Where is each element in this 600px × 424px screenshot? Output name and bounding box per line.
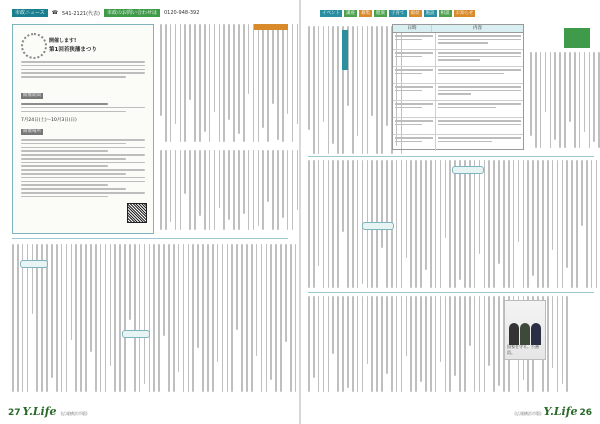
table-row (393, 118, 523, 135)
right-feature-heading (564, 28, 590, 48)
header-tag: 市政ニュース (12, 9, 48, 17)
right-article-2 (530, 52, 600, 148)
left-footer (8, 405, 88, 418)
qr-code (127, 203, 147, 223)
left-header (12, 8, 199, 18)
header-phone: 541-2121(代表) (62, 10, 100, 17)
phone-icon: ☎ (51, 10, 58, 16)
left-page (0, 0, 298, 424)
magazine-logo: Y.Life (543, 405, 578, 418)
category-label: イベント (322, 10, 340, 16)
category-legend (320, 10, 475, 17)
left-article-2 (160, 150, 298, 230)
notice-dates-text (21, 103, 145, 112)
left-bottom-articles (12, 244, 298, 392)
category-label: 施設 (425, 10, 435, 16)
notice-section-label-2: 開催場所 (23, 129, 41, 134)
right-page (302, 0, 600, 424)
page-number: 26 (579, 408, 592, 418)
schedule-table (392, 24, 524, 150)
category-label: 健康 (376, 10, 385, 16)
left-section-tab-1 (20, 260, 48, 268)
page-number: 27 (8, 408, 21, 418)
festival-notice (12, 24, 154, 234)
header-phone-2: 0120-948-392 (164, 10, 200, 16)
right-article-1-heading (342, 30, 348, 70)
wreath-icon (21, 33, 47, 59)
right-section-tab-1 (452, 166, 484, 174)
poster-figure (509, 323, 519, 345)
table-row (393, 67, 523, 84)
notice-subtitle: 第1回若狭藩まつり (49, 47, 97, 53)
poster-figure (531, 323, 541, 345)
table-row (393, 101, 523, 118)
left-section-tab-2 (122, 330, 150, 338)
right-divider-2 (308, 292, 594, 293)
category-label: 募集 (361, 10, 370, 16)
category-label: お知らせ (455, 10, 474, 16)
left-divider (12, 238, 288, 239)
table-header-cell: 内容 (473, 26, 482, 31)
logo-subtitle: (広報横浜市版) (60, 411, 88, 416)
spread-gutter (299, 0, 301, 424)
right-article-1 (308, 26, 402, 154)
right-footer (512, 405, 592, 418)
table-row (393, 50, 523, 67)
category-label: 相談 (440, 10, 450, 16)
notice-title: 開催します! (49, 38, 77, 44)
right-header (320, 8, 475, 18)
magazine-logo: Y.Life (22, 405, 57, 418)
table-header (393, 25, 523, 33)
table-row (393, 135, 523, 151)
table-row (393, 84, 523, 101)
category-label: 講座 (346, 10, 355, 16)
right-section-tab-2 (362, 222, 394, 230)
notice-section-label: 開催期間 (23, 93, 41, 98)
poster-caption: 国家を守る。公務員。 (507, 344, 539, 355)
poster-figure (520, 323, 530, 345)
left-article-1 (160, 24, 298, 142)
recruitment-poster (504, 300, 546, 360)
notice-place-text (21, 139, 145, 197)
notice-body (21, 61, 145, 78)
left-article-1-heading (254, 24, 288, 30)
category-label: 福祉 (410, 10, 420, 16)
logo-subtitle: (広報横浜市版) (514, 411, 542, 416)
category-label: 子育て (391, 10, 405, 16)
right-divider (308, 156, 594, 157)
table-header-cell: 日時 (393, 25, 432, 32)
right-middle-articles (308, 160, 600, 288)
header-tag-2: 市政のお問い合わせは (104, 9, 160, 17)
table-row (393, 33, 523, 50)
notice-dates: 7月24日(土)〜10月3日(日) (21, 118, 77, 123)
